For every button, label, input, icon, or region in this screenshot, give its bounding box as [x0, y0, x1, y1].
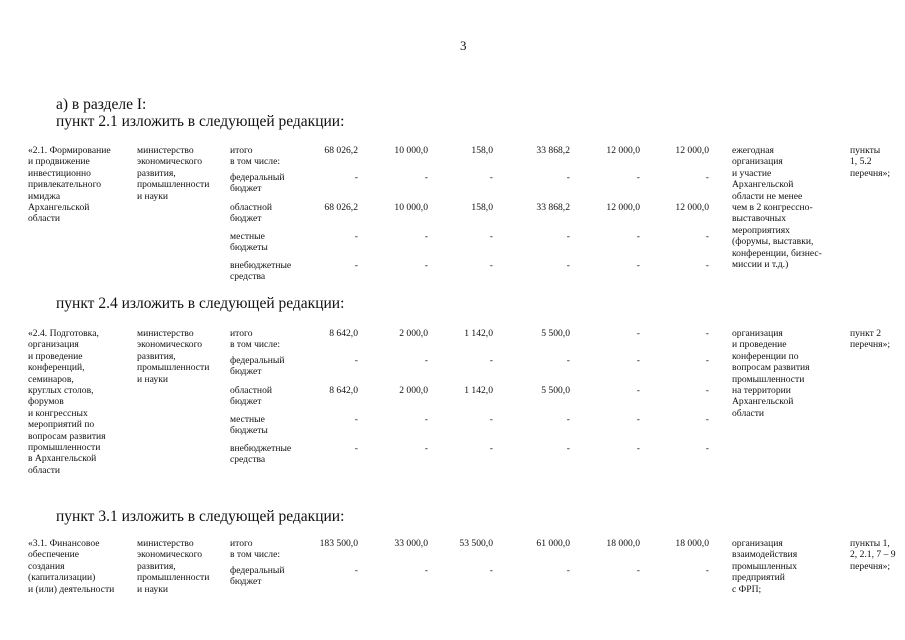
- event-name-line: создания: [28, 560, 65, 572]
- executor-line: и науки: [137, 190, 169, 202]
- funding-source-line: бюджет: [230, 213, 262, 225]
- funding-value: -: [424, 260, 428, 271]
- funding-value: 18 000,0: [606, 538, 640, 549]
- funding-source-line: бюджет: [230, 396, 262, 408]
- funding-value: -: [489, 443, 493, 454]
- funding-source-line: федеральный: [230, 565, 285, 576]
- funding-value: -: [705, 355, 709, 366]
- funding-value: -: [566, 414, 570, 425]
- executor-line: промышленности: [137, 179, 210, 191]
- funding-value: -: [354, 355, 358, 366]
- expected-result-line: организация: [732, 538, 783, 549]
- expected-result-line: Архангельской: [732, 396, 794, 408]
- funding-value: -: [566, 443, 570, 454]
- funding-source-line: местные: [230, 231, 265, 242]
- funding-value: 68 026,2: [324, 202, 358, 213]
- funding-value: -: [636, 414, 640, 425]
- funding-value: 68 026,2: [324, 145, 358, 156]
- event-name-line: организация: [28, 339, 79, 351]
- expected-result-line: области: [732, 407, 765, 419]
- funding-value: -: [354, 172, 358, 183]
- expected-result-line: области не менее: [732, 190, 803, 202]
- event-name-line: мероприятий по: [28, 419, 95, 431]
- funding-value: -: [566, 172, 570, 183]
- list-reference-line: 1, 5.2: [850, 156, 872, 168]
- event-name-line: (капитализации): [28, 572, 96, 584]
- event-name-line: и конгрессных: [28, 407, 88, 419]
- event-name-line: привлекательного: [28, 179, 102, 191]
- expected-result-line: организация: [732, 328, 783, 339]
- event-name-line: и (или) деятельности: [28, 583, 115, 595]
- funding-source-line: внебюджетные: [230, 443, 292, 454]
- funding-value: -: [636, 443, 640, 454]
- funding-value: -: [354, 231, 358, 242]
- funding-value: -: [489, 231, 493, 242]
- expected-result-line: взаимодействия: [732, 549, 798, 561]
- section-heading: пункт 3.1 изложить в следующей редакции:: [56, 508, 345, 525]
- funding-value: -: [489, 414, 493, 425]
- funding-value: -: [424, 172, 428, 183]
- funding-value: 12 000,0: [606, 145, 640, 156]
- list-reference-line: пункт 2: [850, 328, 881, 339]
- funding-value: -: [424, 414, 428, 425]
- funding-value: 1 142,0: [464, 328, 493, 339]
- expected-result-line: ежегодная: [732, 145, 774, 156]
- funding-value: 158,0: [471, 145, 493, 156]
- funding-value: -: [636, 260, 640, 271]
- funding-value: 10 000,0: [394, 145, 428, 156]
- list-reference-line: перечня»;: [850, 560, 891, 572]
- expected-result-line: на территории: [732, 385, 791, 396]
- executor-line: развития,: [137, 167, 176, 179]
- event-name-line: форумов: [28, 396, 64, 408]
- funding-value: 8 642,0: [329, 385, 358, 396]
- funding-source-line: бюджеты: [230, 425, 268, 437]
- list-reference-line: 2, 2.1, 7 – 9: [850, 549, 896, 561]
- section-heading: пункт 2.4 изложить в следующей редакции:: [56, 295, 345, 312]
- funding-source-line: в том числе:: [230, 549, 281, 561]
- event-name-line: круглых столов,: [28, 385, 94, 396]
- event-name-line: промышленности: [28, 442, 101, 453]
- funding-source-line: федеральный: [230, 355, 285, 366]
- event-name-line: обеспечение: [28, 549, 80, 561]
- event-name-line: конференций,: [28, 362, 85, 374]
- funding-value: 18 000,0: [675, 538, 709, 549]
- list-reference-line: перечня»;: [850, 167, 891, 179]
- funding-value: 2 000,0: [399, 328, 428, 339]
- funding-value: 5 500,0: [541, 328, 570, 339]
- expected-result-line: промышленности: [732, 373, 805, 385]
- funding-source-line: средства: [230, 454, 266, 466]
- funding-value: 158,0: [471, 202, 493, 213]
- funding-value: 12 000,0: [606, 202, 640, 213]
- funding-value: -: [636, 231, 640, 242]
- event-name-line: в Архангельской: [28, 453, 97, 465]
- funding-source-line: областной: [230, 202, 273, 213]
- funding-value: -: [705, 231, 709, 242]
- funding-value: 8 642,0: [329, 328, 358, 339]
- event-name-line: «2.4. Подготовка,: [28, 328, 99, 339]
- funding-value: -: [636, 172, 640, 183]
- executor-line: министерство: [137, 145, 194, 156]
- expected-result-line: Архангельской: [732, 179, 794, 191]
- expected-result-line: миссии и т.д.): [732, 259, 789, 270]
- expected-result-line: конференции по: [732, 350, 799, 362]
- funding-value: -: [489, 260, 493, 271]
- funding-value: -: [354, 565, 358, 576]
- executor-line: экономического: [137, 156, 203, 168]
- expected-result-line: промышленных: [732, 560, 798, 572]
- expected-result-line: вопросам развития: [732, 362, 810, 374]
- event-name-line: «3.1. Финансовое: [28, 538, 100, 549]
- expected-result-line: и участие: [732, 167, 772, 179]
- event-name-line: и проведение: [28, 350, 83, 362]
- funding-value: -: [636, 385, 640, 396]
- funding-source-line: итого: [230, 538, 253, 549]
- executor-line: экономического: [137, 549, 203, 561]
- funding-value: -: [489, 355, 493, 366]
- funding-value: 2 000,0: [399, 385, 428, 396]
- event-name-line: имиджа: [28, 190, 61, 202]
- funding-source-line: средства: [230, 271, 266, 283]
- expected-result-line: и проведение: [732, 339, 787, 351]
- expected-result-line: мероприятиях: [732, 224, 790, 236]
- event-name-line: «2.1. Формирование: [28, 145, 111, 156]
- funding-source-line: бюджет: [230, 366, 262, 378]
- funding-value: -: [424, 355, 428, 366]
- executor-line: министерство: [137, 538, 194, 549]
- funding-value: -: [705, 414, 709, 425]
- executor-line: и науки: [137, 583, 169, 595]
- funding-value: -: [424, 443, 428, 454]
- funding-source-line: бюджет: [230, 183, 262, 195]
- executor-line: и науки: [137, 373, 169, 385]
- expected-result-line: предприятий: [732, 572, 785, 584]
- event-name-line: области: [28, 464, 61, 476]
- executor-line: развития,: [137, 350, 176, 362]
- funding-source-line: бюджет: [230, 576, 262, 588]
- funding-value: -: [354, 414, 358, 425]
- expected-result-line: чем в 2 конгрессно-: [732, 202, 813, 213]
- event-name-line: и продвижение: [28, 156, 90, 168]
- funding-value: -: [566, 231, 570, 242]
- executor-line: министерство: [137, 328, 194, 339]
- funding-value: 61 000,0: [536, 538, 570, 549]
- expected-result-line: конференции, бизнес-: [732, 247, 822, 259]
- funding-value: 12 000,0: [675, 202, 709, 213]
- executor-line: промышленности: [137, 362, 210, 374]
- funding-value: -: [636, 355, 640, 366]
- intro-line: а) в разделе I:: [56, 96, 147, 113]
- funding-value: 33 868,2: [536, 145, 570, 156]
- funding-source-line: бюджеты: [230, 242, 268, 254]
- funding-value: -: [705, 443, 709, 454]
- funding-source-line: итого: [230, 145, 253, 156]
- funding-source-line: итого: [230, 328, 253, 339]
- funding-source-line: местные: [230, 414, 265, 425]
- funding-value: 33 000,0: [394, 538, 428, 549]
- event-name-line: вопросам развития: [28, 430, 106, 442]
- funding-source-line: федеральный: [230, 172, 285, 183]
- funding-value: -: [566, 355, 570, 366]
- executor-line: развития,: [137, 560, 176, 572]
- funding-value: 33 868,2: [536, 202, 570, 213]
- funding-value: -: [705, 260, 709, 271]
- expected-result-line: (форумы, выставки,: [732, 236, 814, 248]
- funding-source-line: областной: [230, 385, 273, 396]
- expected-result-line: с ФРП;: [732, 583, 762, 595]
- funding-value: -: [424, 565, 428, 576]
- executor-line: экономического: [137, 339, 203, 351]
- expected-result-line: выставочных: [732, 213, 787, 225]
- funding-value: -: [354, 443, 358, 454]
- funding-value: -: [354, 260, 358, 271]
- funding-value: -: [566, 565, 570, 576]
- funding-value: -: [424, 231, 428, 242]
- event-name-line: области: [28, 213, 61, 225]
- funding-value: -: [636, 328, 640, 339]
- event-name-line: Архангельской: [28, 202, 90, 213]
- funding-source-line: внебюджетные: [230, 260, 292, 271]
- funding-value: 183 500,0: [319, 538, 358, 549]
- funding-value: -: [489, 172, 493, 183]
- expected-result-line: организация: [732, 156, 783, 168]
- event-name-line: семинаров,: [28, 373, 74, 385]
- list-reference-line: пункты 1,: [850, 538, 890, 549]
- funding-value: -: [705, 328, 709, 339]
- funding-value: 12 000,0: [675, 145, 709, 156]
- funding-value: 10 000,0: [394, 202, 428, 213]
- event-name-line: инвестиционно: [28, 167, 91, 179]
- funding-value: 1 142,0: [464, 385, 493, 396]
- funding-value: -: [636, 565, 640, 576]
- page-number: 3: [460, 38, 467, 53]
- funding-value: 5 500,0: [541, 385, 570, 396]
- funding-value: -: [489, 565, 493, 576]
- funding-value: -: [705, 565, 709, 576]
- funding-value: -: [705, 172, 709, 183]
- funding-value: -: [705, 385, 709, 396]
- list-reference-line: перечня»;: [850, 339, 891, 351]
- funding-value: -: [566, 260, 570, 271]
- funding-source-line: в том числе:: [230, 156, 281, 168]
- executor-line: промышленности: [137, 572, 210, 584]
- funding-value: 53 500,0: [459, 538, 493, 549]
- funding-source-line: в том числе:: [230, 339, 281, 351]
- list-reference-line: пункты: [850, 145, 881, 156]
- section-heading: пункт 2.1 изложить в следующей редакции:: [56, 113, 345, 130]
